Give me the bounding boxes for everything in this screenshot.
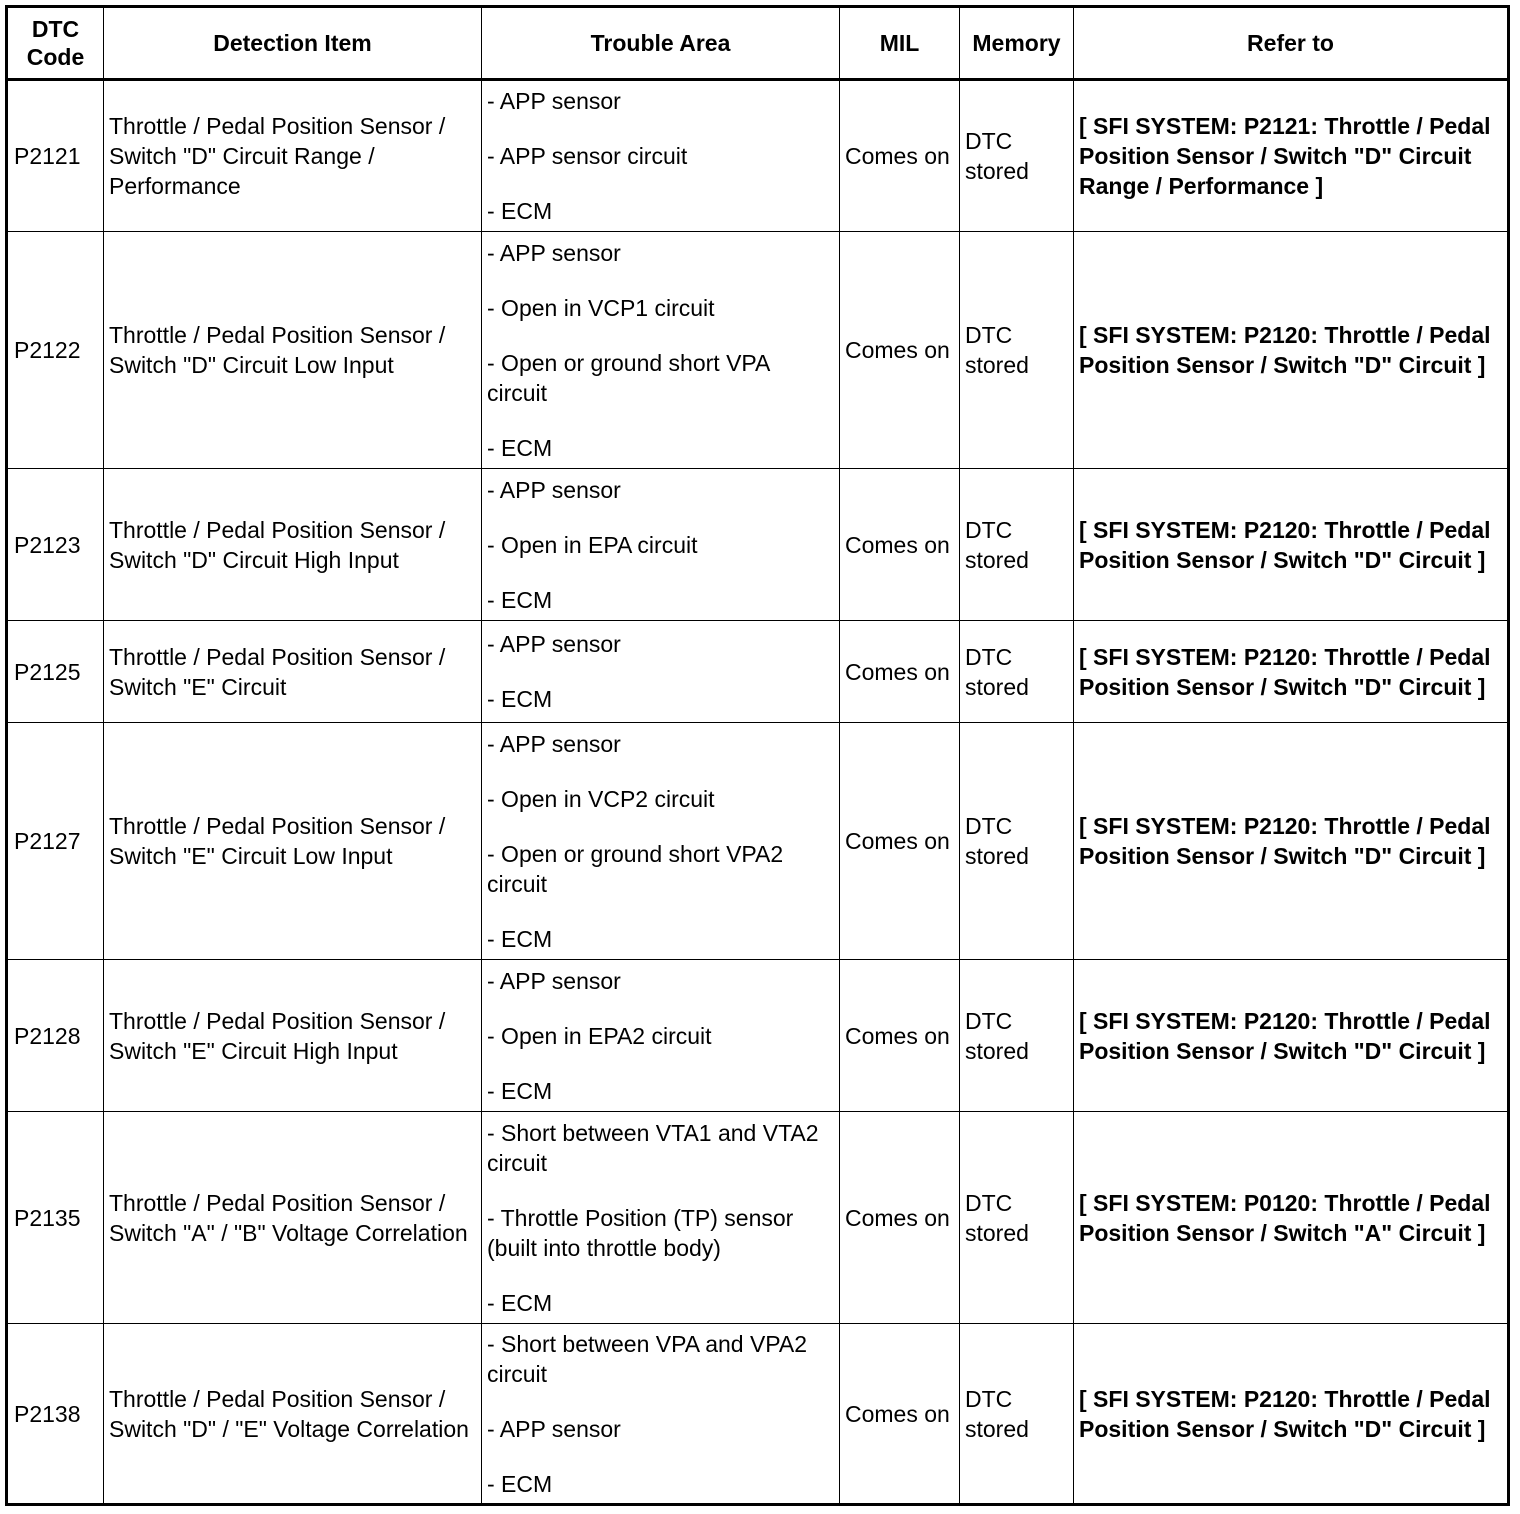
memory-cell: DTC stored [960, 232, 1074, 469]
mil-cell: Comes on [840, 232, 960, 469]
dtc-code-cell: P2125 [7, 621, 104, 723]
table-row [7, 232, 1509, 469]
trouble-area-list [487, 1118, 834, 1318]
dtc-code-cell: P2122 [7, 232, 104, 469]
refer-to-cell: [ SFI SYSTEM: P0120: Throttle / Pedal Position Sensor / Switch "A" Circuit ] [1074, 1112, 1509, 1324]
table-row [7, 621, 1509, 723]
trouble-area-item: - APP sensor [487, 631, 621, 657]
dtc-code-cell: P2128 [7, 960, 104, 1112]
header-memory: Memory [960, 7, 1074, 80]
table-header [7, 7, 1509, 80]
mil-cell: Comes on [840, 723, 960, 960]
detection-item-cell: Throttle / Pedal Position Sensor / Switch "D" / "E" Voltage Correlation [104, 1324, 482, 1505]
trouble-area-cell [482, 1324, 840, 1505]
memory-cell: DTC stored [960, 80, 1074, 232]
trouble-area-cell [482, 621, 840, 723]
trouble-area-item: - ECM [487, 198, 553, 224]
memory-cell: DTC stored [960, 469, 1074, 621]
trouble-area-item: - ECM [487, 686, 553, 712]
trouble-area-item: - ECM [487, 434, 553, 461]
table-row [7, 960, 1509, 1112]
trouble-area-item: - ECM [487, 1470, 553, 1497]
trouble-area-item: - ECM [487, 925, 553, 952]
memory-cell: DTC stored [960, 1112, 1074, 1324]
memory-cell: DTC stored [960, 960, 1074, 1112]
header-dtc-code [7, 7, 104, 80]
header-dtc-code-line1: DTC [31, 16, 80, 42]
refer-to-cell: [ SFI SYSTEM: P2120: Throttle / Pedal Position Sensor / Switch "D" Circuit ] [1074, 232, 1509, 469]
trouble-area-item: - Open or ground short VPA circuit [487, 349, 770, 406]
table-row [7, 1112, 1509, 1324]
dtc-code-cell: P2138 [7, 1324, 104, 1505]
memory-cell: DTC stored [960, 1324, 1074, 1505]
trouble-area-item: - Open in VCP1 circuit [487, 294, 715, 321]
trouble-area-list [487, 475, 834, 615]
trouble-area-item: - Short between VTA1 and VTA2 circuit [487, 1119, 819, 1176]
trouble-area-item: - APP sensor [487, 88, 621, 114]
detection-item-cell: Throttle / Pedal Position Sensor / Switch "D" Circuit Range / Performance [104, 80, 482, 232]
trouble-area-cell [482, 1112, 840, 1324]
trouble-area-item: - ECM [487, 586, 553, 613]
trouble-area-cell [482, 80, 840, 232]
table-row [7, 1324, 1509, 1505]
dtc-code-cell: P2121 [7, 80, 104, 232]
trouble-area-cell [482, 469, 840, 621]
mil-cell: Comes on [840, 960, 960, 1112]
detection-item-cell: Throttle / Pedal Position Sensor / Switch "E" Circuit Low Input [104, 723, 482, 960]
trouble-area-list [487, 238, 834, 463]
mil-cell: Comes on [840, 1112, 960, 1324]
mil-cell: Comes on [840, 469, 960, 621]
memory-cell: DTC stored [960, 621, 1074, 723]
refer-to-cell: [ SFI SYSTEM: P2120: Throttle / Pedal Position Sensor / Switch "D" Circuit ] [1074, 960, 1509, 1112]
trouble-area-item: - Open or ground short VPA2 circuit [487, 840, 784, 897]
trouble-area-item: - APP sensor [487, 239, 621, 266]
header-detection-item: Detection Item [104, 7, 482, 80]
trouble-area-item: - APP sensor circuit [487, 143, 688, 169]
trouble-area-cell [482, 232, 840, 469]
trouble-area-cell [482, 723, 840, 960]
mil-cell: Comes on [840, 80, 960, 232]
detection-item-cell: Throttle / Pedal Position Sensor / Switch "D" Circuit Low Input [104, 232, 482, 469]
dtc-code-cell: P2127 [7, 723, 104, 960]
trouble-area-item: - Short between VPA and VPA2 circuit [487, 1330, 808, 1387]
detection-item-cell: Throttle / Pedal Position Sensor / Switch "D" Circuit High Input [104, 469, 482, 621]
mil-cell: Comes on [840, 621, 960, 723]
trouble-area-item: - APP sensor [487, 1415, 621, 1442]
trouble-area-list [487, 86, 834, 226]
trouble-area-list [487, 729, 834, 954]
table-row [7, 723, 1509, 960]
refer-to-cell: [ SFI SYSTEM: P2120: Throttle / Pedal Position Sensor / Switch "D" Circuit ] [1074, 469, 1509, 621]
table-row [7, 469, 1509, 621]
header-trouble-area: Trouble Area [482, 7, 840, 80]
trouble-area-list [487, 629, 834, 714]
detection-item-cell: Throttle / Pedal Position Sensor / Switch "E" Circuit [104, 621, 482, 723]
dtc-table [5, 5, 1510, 1506]
refer-to-cell: [ SFI SYSTEM: P2120: Throttle / Pedal Position Sensor / Switch "D" Circuit ] [1074, 621, 1509, 723]
trouble-area-item: - Open in VCP2 circuit [487, 785, 715, 812]
refer-to-cell: [ SFI SYSTEM: P2120: Throttle / Pedal Position Sensor / Switch "D" Circuit ] [1074, 723, 1509, 960]
dtc-code-cell: P2135 [7, 1112, 104, 1324]
header-mil: MIL [840, 7, 960, 80]
trouble-area-item: - Open in EPA circuit [487, 531, 698, 558]
detection-item-cell: Throttle / Pedal Position Sensor / Switch "A" / "B" Voltage Correlation [104, 1112, 482, 1324]
trouble-area-item: - ECM [487, 1077, 553, 1104]
trouble-area-list [487, 1329, 834, 1499]
table-body [7, 80, 1509, 1505]
trouble-area-item: - APP sensor [487, 730, 621, 757]
mil-cell: Comes on [840, 1324, 960, 1505]
trouble-area-item: - Throttle Position (TP) sensor (built into throttle body) [487, 1204, 794, 1261]
header-refer-to: Refer to [1074, 7, 1509, 80]
refer-to-cell: [ SFI SYSTEM: P2120: Throttle / Pedal Position Sensor / Switch "D" Circuit ] [1074, 1324, 1509, 1505]
header-row [7, 7, 1509, 80]
table-row [7, 80, 1509, 232]
detection-item-cell: Throttle / Pedal Position Sensor / Switch "E" Circuit High Input [104, 960, 482, 1112]
trouble-area-item: - APP sensor [487, 967, 621, 994]
dtc-code-cell: P2123 [7, 469, 104, 621]
refer-to-cell: [ SFI SYSTEM: P2121: Throttle / Pedal Position Sensor / Switch "D" Circuit Range / Performance ] [1074, 80, 1509, 232]
trouble-area-item: - Open in EPA2 circuit [487, 1022, 712, 1049]
trouble-area-list [487, 966, 834, 1106]
header-dtc-code-line2: Code [26, 44, 85, 70]
trouble-area-cell [482, 960, 840, 1112]
trouble-area-item: - ECM [487, 1289, 553, 1316]
memory-cell: DTC stored [960, 723, 1074, 960]
trouble-area-item: - APP sensor [487, 476, 621, 503]
